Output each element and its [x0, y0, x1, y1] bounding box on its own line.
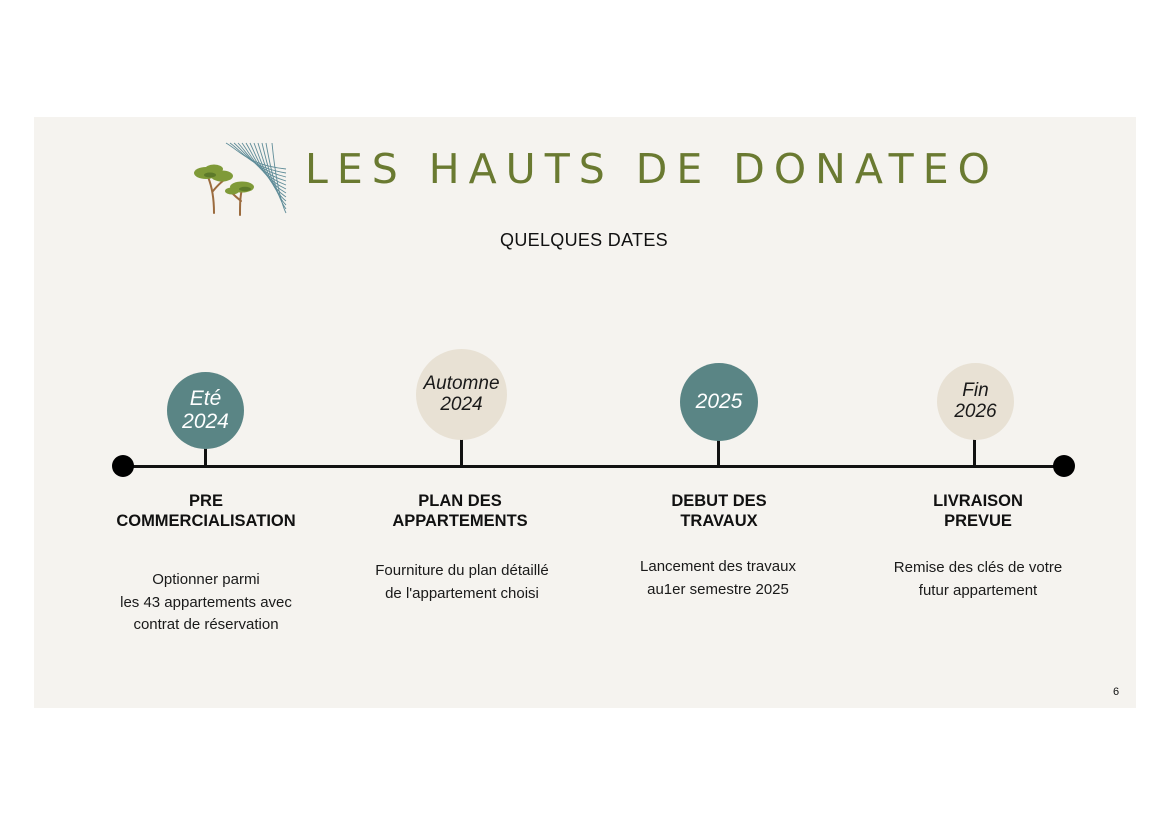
timeline-end-dot: [1053, 455, 1075, 477]
milestone-title: PRE COMMERCIALISATION: [116, 492, 296, 530]
milestone-date-season: Eté: [189, 386, 222, 410]
milestone-tick: [460, 439, 463, 467]
milestone-description: Remise des clés de votre futur appartement: [893, 559, 1063, 599]
milestone-title: PLAN DES APPARTEMENTS: [392, 492, 528, 530]
milestone-date-circle: [167, 372, 244, 449]
section-subtitle: QUELQUES DATES: [500, 230, 668, 250]
pine-trees-logo-icon: [192, 141, 292, 217]
milestone-tick: [717, 439, 720, 467]
timeline-line: [122, 465, 1065, 468]
timeline-start-dot: [112, 455, 134, 477]
milestone-date-year: 2024: [440, 393, 483, 415]
milestone-date-year: 2025: [695, 389, 743, 413]
milestone-description: Fourniture du plan détaillé de l'appartement choisi: [375, 562, 549, 602]
milestone-date-season: Automne: [423, 372, 500, 394]
page-number: 6: [1113, 686, 1120, 698]
milestone-date-year: 2026: [954, 400, 997, 422]
slide: [34, 117, 1136, 708]
milestone-date-circle: [937, 363, 1014, 440]
milestone-title: LIVRAISON PREVUE: [933, 492, 1023, 530]
milestone-tick: [973, 439, 976, 467]
milestone-date-circle: [416, 349, 507, 440]
milestone-date-circle: [680, 363, 758, 441]
milestone-date-year: 2024: [182, 409, 229, 433]
brand-title: LES HAUTS DE DONATEO: [305, 145, 999, 193]
milestone-date-season: Fin: [962, 379, 989, 401]
milestone-title: DEBUT DES TRAVAUX: [671, 492, 767, 530]
milestone-description: Optionner parmi les 43 appartements avec contrat de réservation: [120, 571, 292, 633]
milestone-description: Lancement des travaux au1er semestre 2025: [640, 558, 796, 598]
